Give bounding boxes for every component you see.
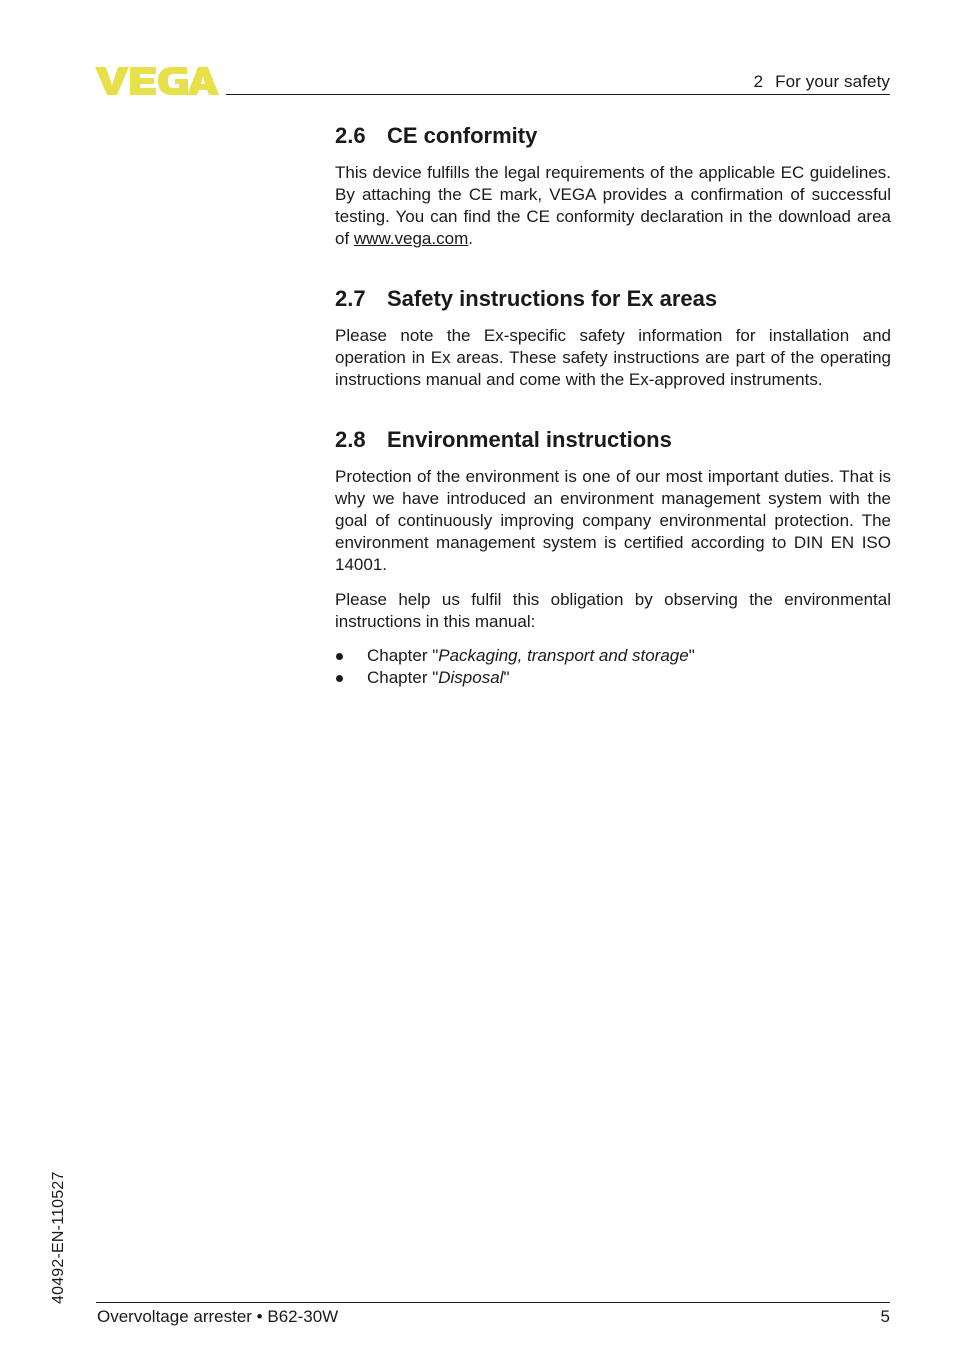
header-chapter: [754, 72, 890, 92]
section-number: 2.7: [335, 286, 366, 311]
chapter-reference: Packaging, transport and storage: [438, 646, 689, 665]
section-number: 2.8: [335, 427, 366, 452]
vega-logo: [95, 64, 220, 98]
list-item-suffix: ": [503, 668, 510, 687]
list-item-suffix: ": [688, 646, 695, 665]
bullet-icon: [336, 675, 343, 682]
section-ex-areas: [335, 283, 891, 391]
list-item-prefix: Chapter ": [367, 668, 439, 687]
section-title: Environmental instructions: [387, 427, 672, 452]
vega-website-link[interactable]: www.vega.com: [353, 229, 469, 248]
section-heading: [335, 120, 891, 152]
section-paragraph: Please help us fulfil this obligation by observing the environmental instructions in this manual:: [335, 590, 891, 631]
document-code: 40492-EN-110527: [50, 1171, 67, 1304]
section-paragraph: Protection of the environment is one of our most important duties. That is why we have introduced an environment management system with the goal of continuously improving company environmental protection. The environment management system is certified according to DIN EN ISO 14001.: [335, 467, 891, 574]
section-heading: [335, 283, 891, 315]
footer-rule: [96, 1302, 890, 1303]
header-chapter-number: 2: [753, 72, 764, 91]
list-item-prefix: Chapter ": [367, 646, 439, 665]
header-rule: [226, 94, 890, 95]
main-content: [335, 120, 891, 689]
paragraph-text: This device fulfills the legal requirements of the applicable EC guidelines. By attaching the CE mark, VEGA provides a confirmation of successful testing. You can find the CE conformity declaration in the download area of: [335, 163, 891, 248]
page-number: 5: [880, 1307, 890, 1326]
section-title: Safety instructions for Ex areas: [387, 286, 718, 311]
section-heading: [335, 424, 891, 456]
section-paragraph: [335, 162, 891, 250]
bullet-list: [335, 645, 891, 689]
paragraph-text-end: .: [468, 229, 473, 248]
list-item: [335, 645, 891, 667]
section-number: 2.6: [335, 123, 366, 148]
section-environmental: [335, 424, 891, 689]
section-title: CE conformity: [387, 123, 538, 148]
chapter-reference: Disposal: [438, 668, 504, 687]
section-paragraph: Please note the Ex-specific safety information for installation and operation in Ex areas. These safety instructions are part of the operating instructions manual and come with the Ex-approved instruments.: [335, 326, 891, 389]
section-ce-conformity: [335, 120, 891, 250]
bullet-icon: [336, 653, 343, 660]
header-chapter-title: For your safety: [775, 72, 890, 91]
vega-logo-graphic: [95, 64, 220, 98]
footer-product: Overvoltage arrester • B62-30W: [97, 1307, 339, 1326]
list-item: [335, 667, 891, 689]
